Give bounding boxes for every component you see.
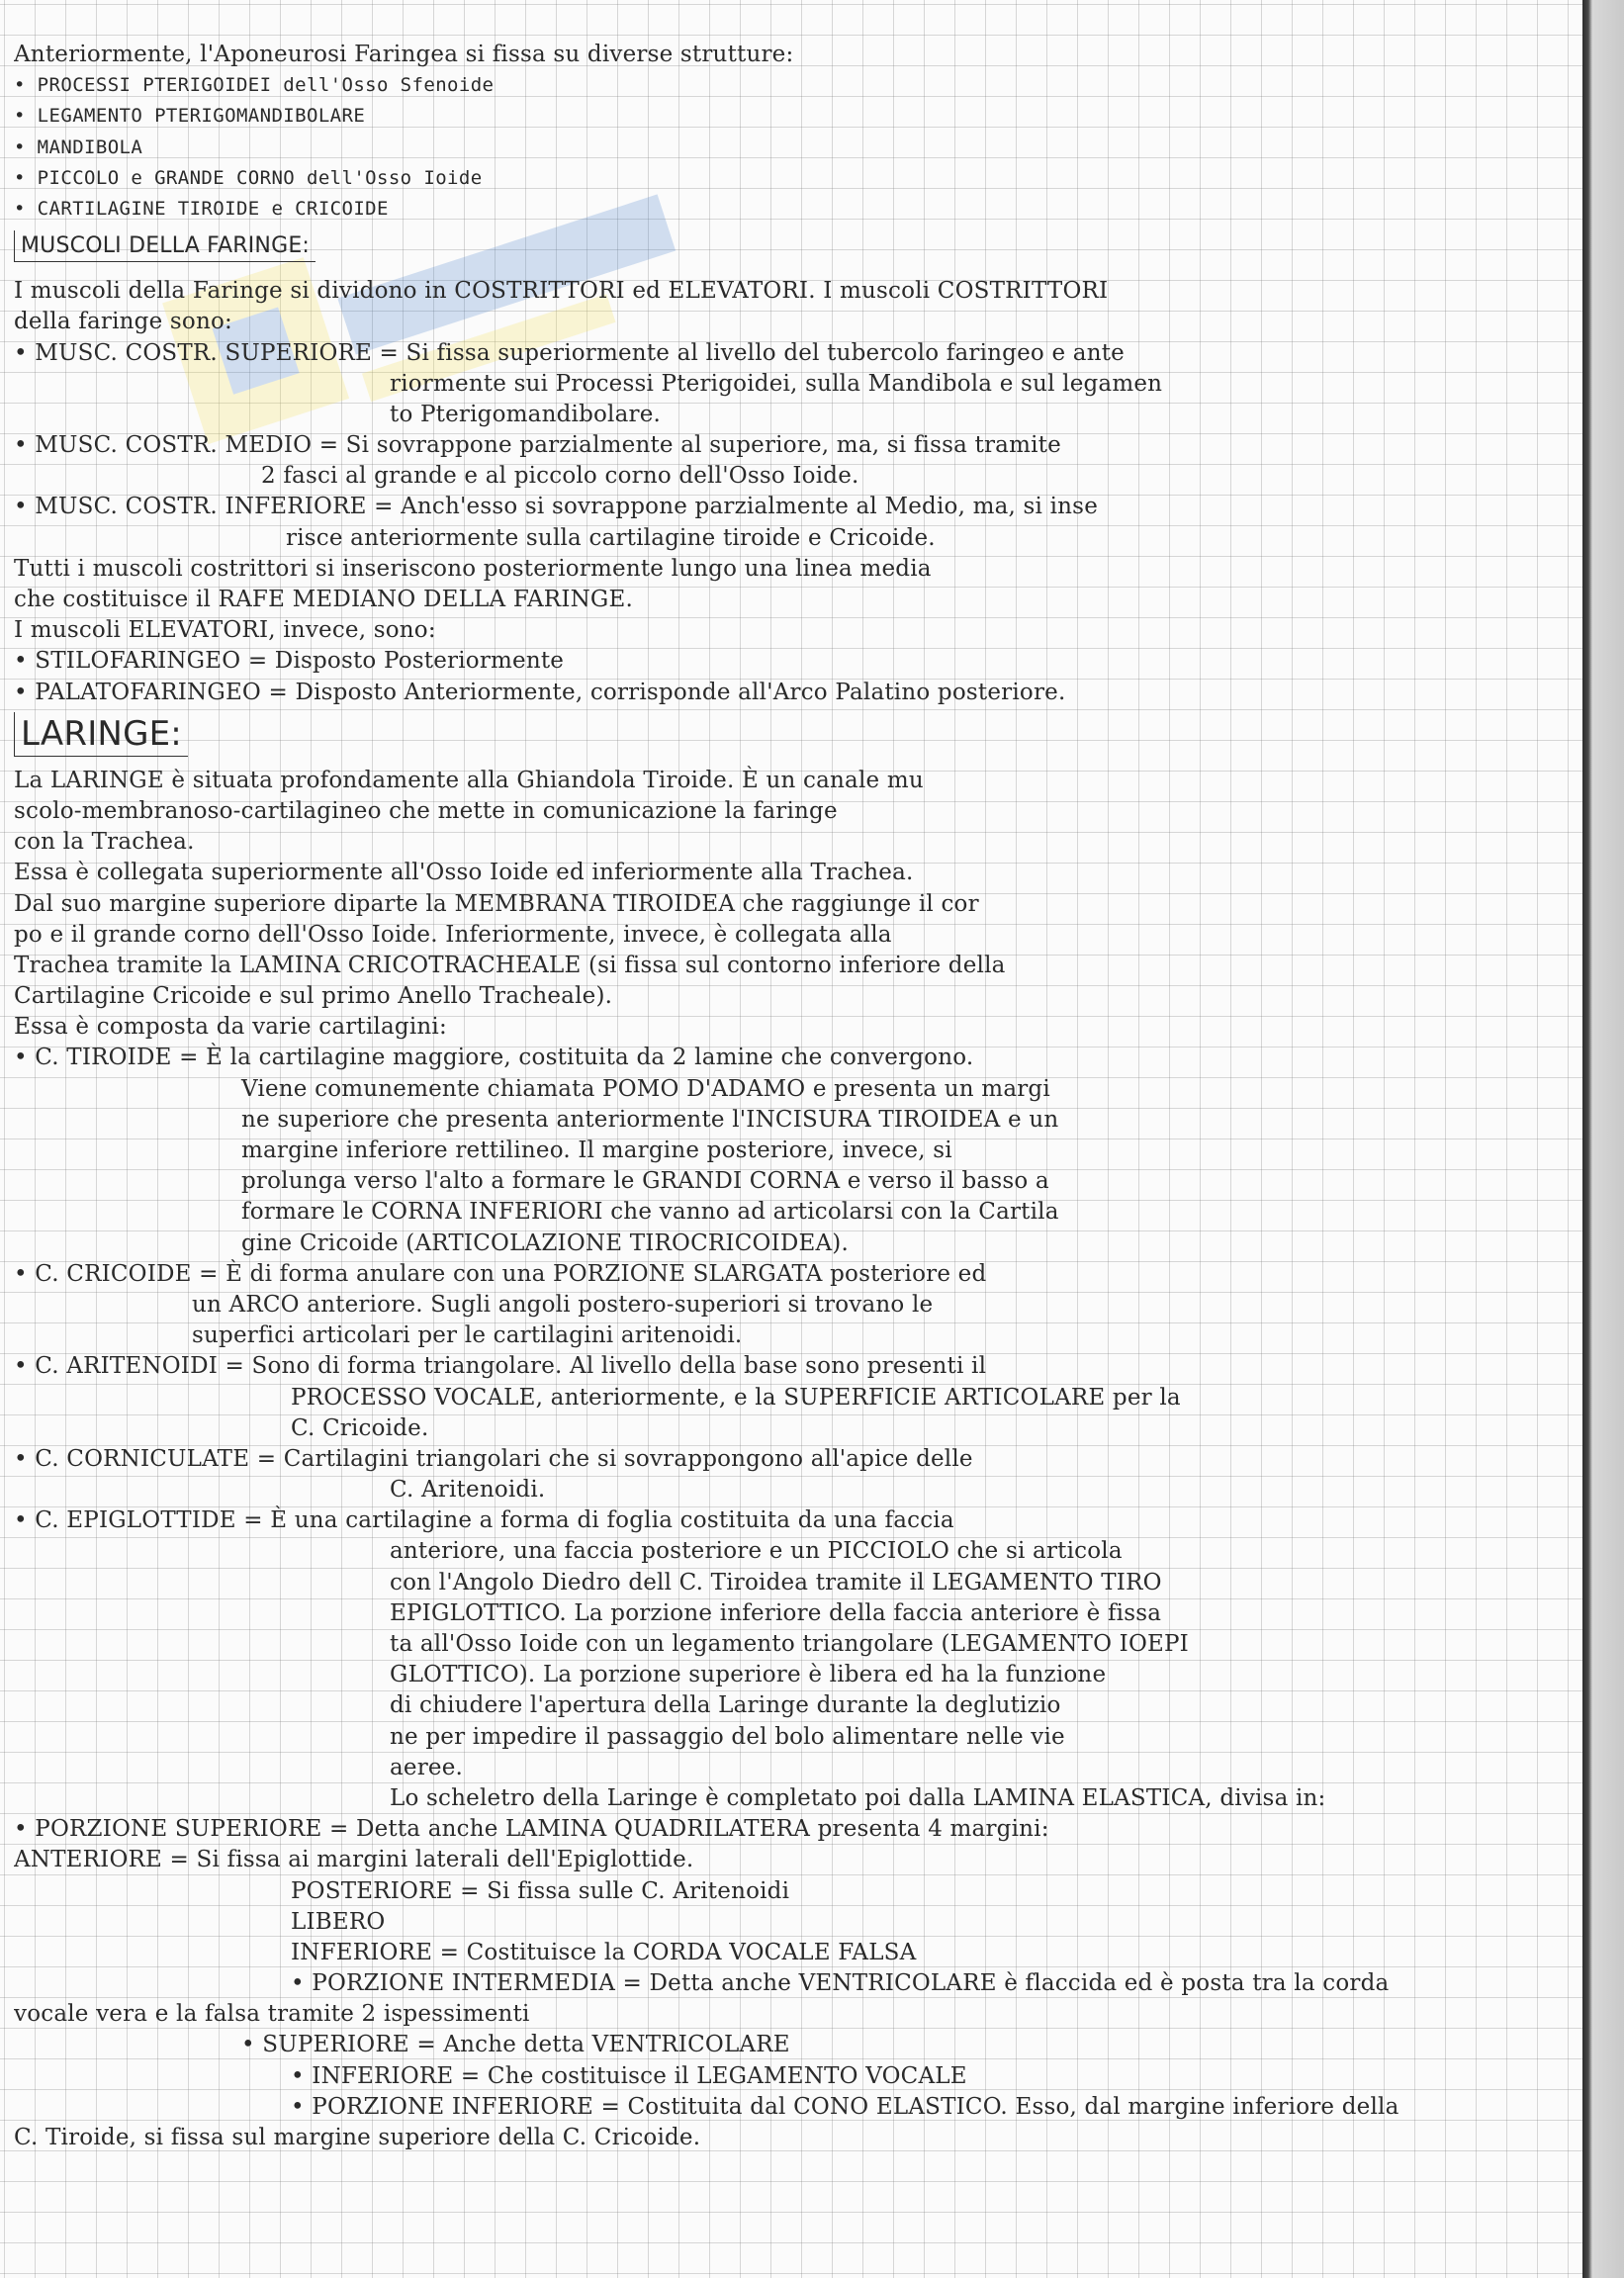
list-item: • MANDIBOLA	[14, 136, 143, 158]
note-line: Lo scheletro della Laringe è completato poi dalla LAMINA ELASTICA, divisa in:	[390, 1784, 1326, 1811]
section-heading-muscoli: MUSCOLI DELLA FARINGE:	[14, 230, 316, 262]
note-line: con la Trachea.	[14, 829, 195, 856]
note-line: ne superiore che presenta anteriormente l'INCISURA TIROIDEA e un	[241, 1106, 1059, 1133]
note-line: to Pterigomandibolare.	[390, 401, 662, 427]
note-line: La LARINGE è situata profondamente alla Ghiandola Tiroide. È un canale mu	[14, 767, 924, 793]
note-line: scolo-membranoso-cartilagineo che mette in comunicazione la faringe	[14, 797, 838, 824]
note-line: PROCESSO VOCALE, anteriormente, e la SUPERFICIE ARTICOLARE per la	[291, 1384, 1181, 1411]
note-line: margine inferiore rettilineo. Il margine posteriore, invece, si	[241, 1138, 952, 1163]
note-line: con l'Angolo Diedro dell C. Tiroidea tramite il LEGAMENTO TIRO	[390, 1569, 1162, 1595]
note-line: ta all'Osso Ioide con un legamento triangolare (LEGAMENTO IOEPI	[390, 1631, 1189, 1657]
note-line: risce anteriormente sulla cartilagine tiroide e Cricoide.	[286, 524, 936, 551]
note-line	[14, 2153, 1562, 2184]
sub-item: • PORZIONE INTERMEDIA = Detta anche VENTRICOLARE è flaccida ed è posta tra la corda	[291, 1970, 1390, 1997]
note-line: Trachea tramite la LAMINA CRICOTRACHEALE (si fissa sul contorno inferiore della	[14, 952, 1006, 978]
note-line: I muscoli della Faringe si dividono in COSTRITTORI ed ELEVATORI. I muscoli COSTRITTORI	[14, 278, 1109, 305]
sub-item: LIBERO	[291, 1908, 386, 1935]
note-line: Anteriormente, l'Aponeurosi Faringea si fissa su diverse strutture:	[14, 42, 794, 67]
note-line: Viene comunemente chiamata POMO D'ADAMO e presenta un margi	[241, 1075, 1050, 1102]
list-item: • STILOFARINGEO = Disposto Posteriormente	[14, 648, 565, 675]
list-item: • C. CRICOIDE = È di forma anulare con una PORZIONE SLARGATA posteriore ed	[14, 1260, 987, 1287]
note-line: della faringe sono:	[14, 309, 232, 335]
note-line: C. Cricoide.	[291, 1414, 429, 1441]
note-line: Cartilagine Cricoide e sul primo Anello Tracheale).	[14, 983, 613, 1010]
note-line: di chiudere l'apertura della Laringe durante la deglutizio	[390, 1692, 1061, 1719]
note-line: aeree.	[390, 1754, 464, 1780]
handwritten-notes	[14, 40, 1562, 2184]
list-item: C. Tiroide, si fissa sul margine superiore della C. Cricoide.	[14, 2125, 701, 2150]
sub-item: • INFERIORE = Che costituisce il LEGAMENTO VOCALE	[291, 2062, 967, 2089]
note-line: Dal suo margine superiore diparte la MEMBRANA TIROIDEA che raggiunge il cor	[14, 890, 979, 917]
note-line: I muscoli ELEVATORI, invece, sono:	[14, 617, 436, 644]
note-line: 2 fasci al grande e al piccolo corno dell'Osso Ioide.	[261, 463, 859, 490]
list-item: • PALATOFARINGEO = Disposto Anteriormente, corrisponde all'Arco Palatino posteriore.	[14, 679, 1066, 705]
note-line: • SUPERIORE = Anche detta VENTRICOLARE	[241, 2032, 790, 2058]
list-item: • PROCESSI PTERIGOIDEI dell'Osso Sfenoide	[14, 74, 495, 97]
sub-item: • PORZIONE INFERIORE = Costituita dal CONO ELASTICO. Esso, dal margine inferiore della	[291, 2093, 1399, 2120]
list-item: • PICCOLO e GRANDE CORNO dell'Osso Ioide	[14, 166, 483, 189]
list-item: • MUSC. COSTR. MEDIO = Si sovrappone parzialmente al superiore, ma, si fissa tramite	[14, 432, 1061, 459]
list-item: • C. CORNICULATE = Cartilagini triangolari che si sovrappongono all'apice delle	[14, 1445, 973, 1472]
note-line: GLOTTICO). La porzione superiore è libera ed ha la funzione	[390, 1662, 1107, 1688]
note-line: Essa è composta da varie cartilagini:	[14, 1014, 447, 1041]
note-line: ne per impedire il passaggio del bolo alimentare nelle vie	[390, 1723, 1065, 1750]
list-item: • MUSC. COSTR. SUPERIORE = Si fissa superiormente al livello del tubercolo faringeo e ante	[14, 339, 1125, 366]
note-line: EPIGLOTTICO. La porzione inferiore della faccia anteriore è fissa	[390, 1599, 1162, 1626]
list-item: • C. EPIGLOTTIDE = È una cartilagine a forma di foglia costituita da una faccia	[14, 1507, 954, 1534]
note-line: • PORZIONE SUPERIORE = Detta anche LAMINA QUADRILATERA presenta 4 margini:	[14, 1816, 1049, 1843]
list-item: • CARTILAGINE TIROIDE e CRICOIDE	[14, 197, 389, 220]
list-item: • C. TIROIDE = È la cartilagine maggiore, costituita da 2 lamine che convergono.	[14, 1045, 974, 1071]
page-edge-shadow	[1582, 0, 1624, 2278]
note-line: prolunga verso l'alto a formare le GRANDI CORNA e verso il basso a	[241, 1168, 1049, 1195]
note-line: superfici articolari per le cartilagini aritenoidi.	[192, 1322, 743, 1349]
list-item: • C. ARITENOIDI = Sono di forma triangolare. Al livello della base sono presenti il	[14, 1353, 987, 1380]
sub-item: POSTERIORE = Si fissa sulle C. Aritenoidi	[291, 1877, 790, 1904]
note-line: che costituisce il RAFE MEDIANO DELLA FARINGE.	[14, 587, 634, 612]
list-item: vocale vera e la falsa tramite 2 ispessimenti	[14, 2001, 530, 2028]
note-line: un ARCO anteriore. Sugli angoli postero-superiori si trovano le	[192, 1291, 934, 1318]
note-line: formare le CORNA INFERIORI che vanno ad articolarsi con la Cartila	[241, 1199, 1059, 1226]
note-line: po e il grande corno dell'Osso Ioide. Inferiormente, invece, è collegata alla	[14, 921, 892, 948]
list-item: • LEGAMENTO PTERIGOMANDIBOLARE	[14, 105, 366, 128]
sub-item: INFERIORE = Costituisce la CORDA VOCALE FALSA	[291, 1939, 917, 1965]
section-heading-laringe: LARINGE:	[14, 712, 188, 757]
note-line: Essa è collegata superiormente all'Osso Ioide ed inferiormente alla Trachea.	[14, 860, 914, 886]
list-item: ANTERIORE = Si fissa ai margini laterali dell'Epiglottide.	[14, 1847, 694, 1873]
note-line: riormente sui Processi Pterigoidei, sulla Mandibola e sul legamen	[390, 370, 1163, 397]
note-line: gine Cricoide (ARTICOLAZIONE TIROCRICOIDEA).	[241, 1230, 849, 1256]
list-item: • MUSC. COSTR. INFERIORE = Anch'esso si sovrappone parzialmente al Medio, ma, si inse	[14, 494, 1099, 520]
note-line: Tutti i muscoli costrittori si inseriscono posteriormente lungo una linea media	[14, 555, 932, 582]
note-line: C. Aritenoidi.	[390, 1477, 546, 1503]
note-line: anteriore, una faccia posteriore e un PICCIOLO che si articola	[390, 1538, 1123, 1565]
